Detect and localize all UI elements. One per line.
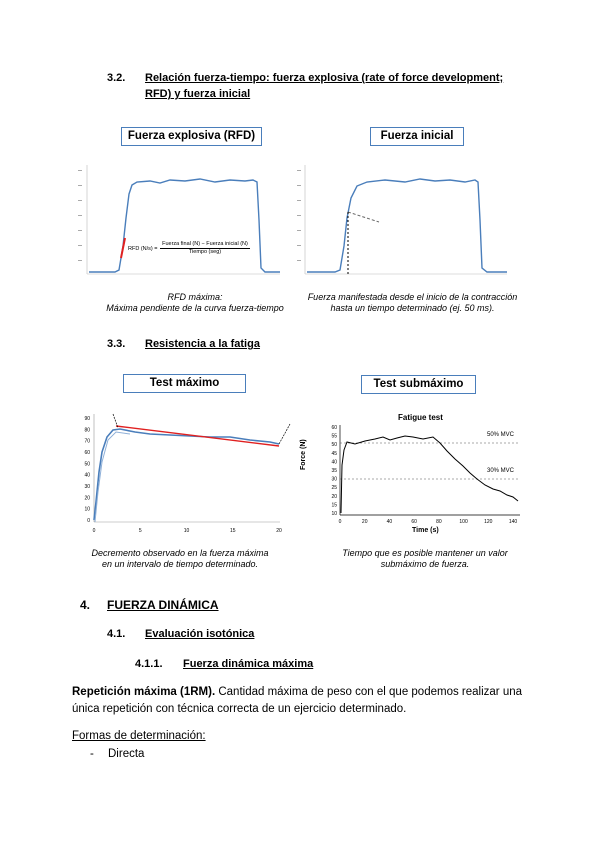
y-tick-label: 10: [84, 506, 90, 513]
section-number: 4.1.: [107, 628, 126, 640]
force-curve: [341, 436, 518, 513]
y-tick-label: 80: [84, 427, 90, 434]
y-tick-label: 15: [331, 502, 337, 509]
y-tick-label: 40: [331, 459, 337, 466]
section-title-line1: Relación fuerza-tiempo: fuerza explosiva (rate of force development;: [145, 72, 504, 84]
fatigue-y-label: Force (N): [300, 439, 307, 470]
max-test-chart: [80, 410, 295, 535]
formula-denominator: Tiempo (seg): [188, 249, 222, 255]
rfd-formula: [128, 246, 158, 253]
x-tick-label: 20: [276, 528, 282, 534]
y-tick-label: 50: [84, 461, 90, 468]
paragraph-bold: Repetición máxima (1RM).: [72, 686, 216, 698]
rfd-chart: [75, 160, 285, 280]
y-tick-label: 55: [331, 433, 337, 440]
forms-label: Formas de determinación:: [72, 730, 206, 742]
force-curve-light: [95, 432, 130, 522]
x-tick-labels: [339, 519, 518, 525]
x-tick-label: 5: [138, 528, 142, 534]
x-tick-label: 100: [459, 519, 468, 525]
caption-line: Tiempo que es posible mantener un valor: [342, 548, 508, 558]
section-title: FUERZA DINÁMICA: [107, 598, 219, 612]
section-title-line2: RFD) y fuerza inicial: [145, 88, 251, 100]
y-tick-label: 10: [331, 511, 337, 517]
y-tick-label: 60: [84, 450, 90, 456]
formula-fraction: [160, 241, 250, 256]
initial-force-chart: [295, 160, 510, 280]
paragraph-text: Cantidad máxima de peso con el que podemos realizar una: [215, 686, 523, 698]
section-title: Fuerza dinámica máxima: [183, 658, 314, 670]
y-tick-label: 20: [331, 493, 337, 500]
marker-line: [113, 414, 118, 428]
x-tick-label: 140: [508, 519, 518, 525]
decrement-line: [116, 426, 279, 446]
x-tick-label: 0: [92, 528, 96, 534]
y-tick-label: 45: [331, 450, 337, 457]
paragraph-line1: [72, 686, 542, 698]
figure-label-sub: Test submáximo: [361, 375, 476, 394]
caption-line: en un intervalo de tiempo determinado.: [101, 559, 259, 569]
figure-label-initial: Fuerza inicial: [370, 127, 464, 146]
marker-line: [279, 424, 290, 444]
y-tick-labels: [84, 416, 90, 524]
fatigue-x-label: Time (s): [412, 527, 439, 534]
x-tick-labels: [93, 528, 282, 534]
fatigue-chart-title: Fatigue test: [398, 413, 443, 422]
x-tick-label: 80: [436, 519, 442, 525]
x-tick-label: 40: [386, 519, 393, 525]
y-tick-label: 40: [84, 472, 90, 479]
y-tick-label: 30: [84, 484, 90, 490]
y-tick-label: 20: [84, 495, 90, 502]
y-tick-label: 90: [84, 416, 90, 422]
caption-line: RFD máxima:: [167, 292, 223, 302]
initial-caption: [295, 292, 530, 314]
caption-line: submáximo de fuerza.: [380, 559, 470, 569]
y-tick-label: 0: [87, 518, 90, 524]
caption-line: Decremento observado en la fuerza máxima: [91, 548, 269, 558]
y-tick-label: 35: [331, 468, 337, 474]
x-tick-label: 60: [411, 519, 417, 525]
tangent-line: [348, 212, 379, 222]
section-number: 3.3.: [107, 338, 126, 350]
x-tick-label: 0: [338, 519, 342, 525]
force-curve: [89, 179, 280, 272]
section-number: 4.: [80, 598, 91, 612]
ref-label-30: 30% MVC: [487, 468, 515, 474]
x-tick-label: 20: [361, 519, 368, 525]
x-tick-label: 15: [229, 528, 236, 534]
y-tick-label: 70: [84, 438, 90, 445]
y-tick-marks: [78, 170, 82, 261]
section-title: Resistencia a la fatiga: [145, 338, 260, 350]
caption-line: Máxima pendiente de la curva fuerza-tiempo: [106, 303, 284, 313]
section-title: Evaluación isotónica: [145, 628, 255, 640]
y-tick-label: 30: [331, 476, 337, 483]
list-item: Directa: [108, 748, 145, 760]
y-tick-label: 60: [331, 425, 337, 431]
section-number: 4.1.1.: [135, 658, 163, 670]
formula-numerator: Fuerza final (N) − Fuerza inicial (N): [160, 241, 250, 249]
sub-caption: [315, 548, 535, 570]
force-curve: [307, 179, 507, 272]
submax-test-chart: [331, 425, 530, 525]
rfd-caption: [95, 292, 295, 314]
figure-label-max: Test máximo: [123, 374, 246, 393]
max-caption: [75, 548, 285, 570]
section-number: 3.2.: [107, 72, 126, 84]
caption-line: hasta un tiempo determinado (ej. 50 ms).: [330, 303, 495, 313]
x-tick-label: 10: [183, 528, 190, 534]
ref-label-50: 50% MVC: [487, 432, 515, 438]
formula-prefix: RFD (N/s) =: [128, 246, 158, 252]
caption-line: Fuerza manifestada desde el inicio de la contracción: [307, 292, 518, 302]
x-tick-label: 120: [484, 519, 493, 525]
y-tick-labels: [331, 425, 337, 517]
y-tick-label: 25: [331, 485, 337, 492]
y-tick-label: 50: [331, 442, 337, 449]
figure-label-rfd: Fuerza explosiva (RFD): [121, 127, 262, 146]
paragraph-line2: única repetición con técnica correcta de un ejercicio determinado.: [72, 703, 407, 715]
list-bullet: -: [90, 748, 94, 760]
